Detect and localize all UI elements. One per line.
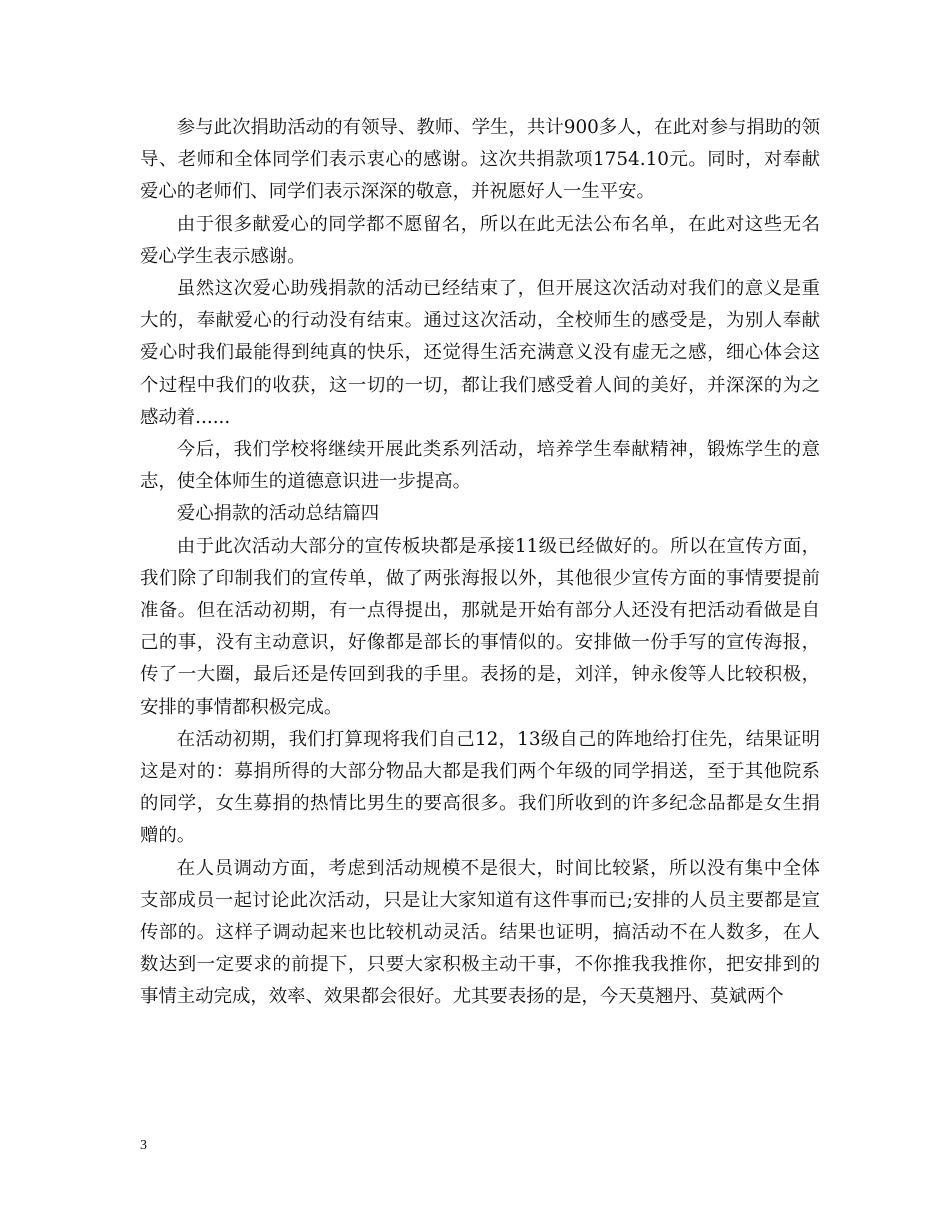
paragraph-activity-meaning: 虽然这次爱心助残捐款的活动已经结束了，但开展这次活动对我们的意义是重大的，奉献爱心的行动没有结束。通过这次活动，全校师生的感受是，为别人奉献爱心时我们最能得到纯真的快乐，还觉得生活充满意义没有虚无之感，细心体会这个过程中我们的收获，这一切的一切，都让我们感受着人间的美好，并深深的为之感动着...... <box>140 278 820 428</box>
section-heading: 爱心捐款的活动总结篇四 <box>176 503 380 525</box>
paragraph-publicity: 由于此次活动大部分的宣传板块都是承接11级已经做好的。所以在宣传方面，我们除了印制我们的宣传单，做了两张海报以外，其他很少宣传方面的事情要提前准备。但在活动初期，有一点得提出，那就是开始有部分人还没有把活动看做是自己的事，没有主动意识，好像都是部长的事情似的。安排做一份手写的宣传海报，传了一大圈，最后还是传回到我的手里。表扬的是，刘洋，钟永俊等人比较积极，安排的事情都积极完成。 <box>140 535 820 718</box>
paragraph-early-stage: 在活动初期，我们打算现将我们自己12，13级自己的阵地给打住先，结果证明这是对的：募捐所得的大部分物品大都是我们两个年级的同学捐送，至于其他院系的同学，女生募捐的热情比男生的要高很多。我们所收到的许多纪念品都是女生捐赠的。 <box>140 728 820 847</box>
paragraph-future-plans: 今后，我们学校将继续开展此类系列活动，培养学生奉献精神，锻炼学生的意志，使全体师生的道德意识进一步提高。 <box>140 439 820 493</box>
paragraph-donation-thanks: 参与此次捐助活动的有领导、教师、学生，共计900多人，在此对参与捐助的领导、老师和全体同学们表示衷心的感谢。这次共捐款项1754.10元。同时，对奉献爱心的老师们、同学们表示深深的敬意，并祝愿好人一生平安。 <box>140 117 820 203</box>
paragraph-anonymous-donors: 由于很多献爱心的同学都不愿留名，所以在此无法公布名单，在此对这些无名爱心学生表示感谢。 <box>140 213 820 267</box>
paragraph-staffing: 在人员调动方面，考虑到活动规模不是很大，时间比较紧，所以没有集中全体支部成员一起讨论此次活动，只是让大家知道有这件事而已;安排的人员主要都是宣传部的。这样子调动起来也比较机动灵活。结果也证明，搞活动不在人数多，在人数达到一定要求的前提下，只要大家积极主动干事，不你推我我推你，把安排到的事情主动完成，效率、效果都会很好。尤其要表扬的是，今天莫翘丹、莫斌两个 <box>140 857 820 1008</box>
document-body <box>140 112 820 1014</box>
page-number: 3 <box>140 1138 147 1153</box>
